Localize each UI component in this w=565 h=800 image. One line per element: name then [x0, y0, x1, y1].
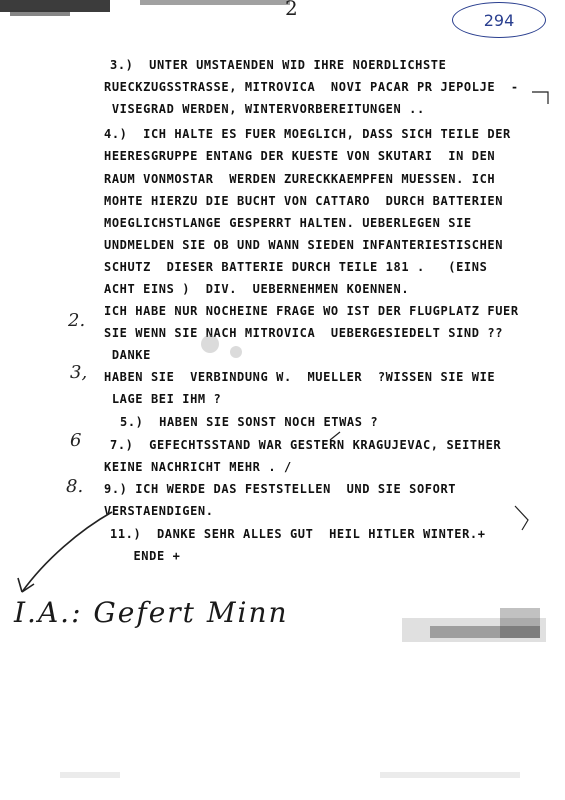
text-line: SIE WENN SIE NACH MITROVICA UEBERGESIEDELT SIND ??	[104, 326, 504, 340]
text-line: RAUM VONMOSTAR WERDEN ZURECKKAEMPFEN MUESSEN. ICH	[104, 172, 496, 186]
margin-note: 2.	[68, 310, 86, 331]
margin-note: 6	[70, 430, 82, 451]
text-line: SCHUTZ DIESER BATTERIE DURCH TEILE 181 . (EINS	[104, 260, 488, 274]
text-line: MOEGLICHSTLANGE GESPERRT HALTEN. UEBERLEGEN SIE	[104, 216, 472, 230]
text-line: LAGE BEI IHM ?	[104, 392, 222, 406]
text-line: ENDE +	[110, 549, 181, 563]
folio-stamp: 294	[452, 2, 546, 38]
text-line: 11.) DANKE SEHR ALLES GUT HEIL HITLER WINTER.+	[110, 527, 486, 541]
margin-note: 3,	[70, 362, 88, 383]
text-line: 7.) GEFECHTSSTAND WAR GESTERN KRAGUJEVAC, SEITHER	[110, 438, 502, 452]
text-line: 4.) ICH HALTE ES FUER MOEGLICH, DASS SICH TEILE DER	[104, 127, 511, 141]
signature: I.A.: Gefert Minn	[14, 596, 289, 629]
text-line: DANKE	[104, 348, 151, 362]
bottom-strip	[0, 768, 565, 782]
text-line: KEINE NACHRICHT MEHR . /	[104, 460, 292, 474]
text-line: HEERESGRUPPE ENTANG DER KUESTE VON SKUTARI IN DEN	[104, 149, 496, 163]
text-line: HABEN SIE VERBINDUNG W. MUELLER ?WISSEN SIE WIE	[104, 370, 496, 384]
text-line: UNDMELDEN SIE OB UND WANN SIEDEN INFANTERIESTISCHEN	[104, 238, 504, 252]
text-line: 9.) ICH WERDE DAS FESTSTELLEN UND SIE SOFORT	[104, 482, 457, 496]
text-line: 5.) HABEN SIE SONST NOCH ETWAS ?	[120, 415, 379, 429]
text-line: MOHTE HIERZU DIE BUCHT VON CATTARO DURCH BATTERIEN	[104, 194, 504, 208]
text-line: VISEGRAD WERDEN, WINTERVORBEREITUNGEN ..	[104, 102, 425, 116]
text-line: VERSTAENDIGEN.	[104, 504, 214, 518]
page-number: 2	[285, 0, 298, 20]
margin-note: 8.	[66, 476, 84, 497]
ink-speckle	[400, 598, 550, 650]
text-line: ICH HABE NUR NOCHEINE FRAGE WO IST DER FLUGPLATZ FUER	[104, 304, 519, 318]
text-line: ACHT EINS ) DIV. UEBERNEHMEN KOENNEN.	[104, 282, 410, 296]
text-line: 3.) UNTER UMSTAENDEN WID IHRE NOERDLICHSTE	[110, 58, 447, 72]
text-line: RUECKZUGSSTRASSE, MITROVICA NOVI PACAR PR JEPOLJE -	[104, 80, 519, 94]
